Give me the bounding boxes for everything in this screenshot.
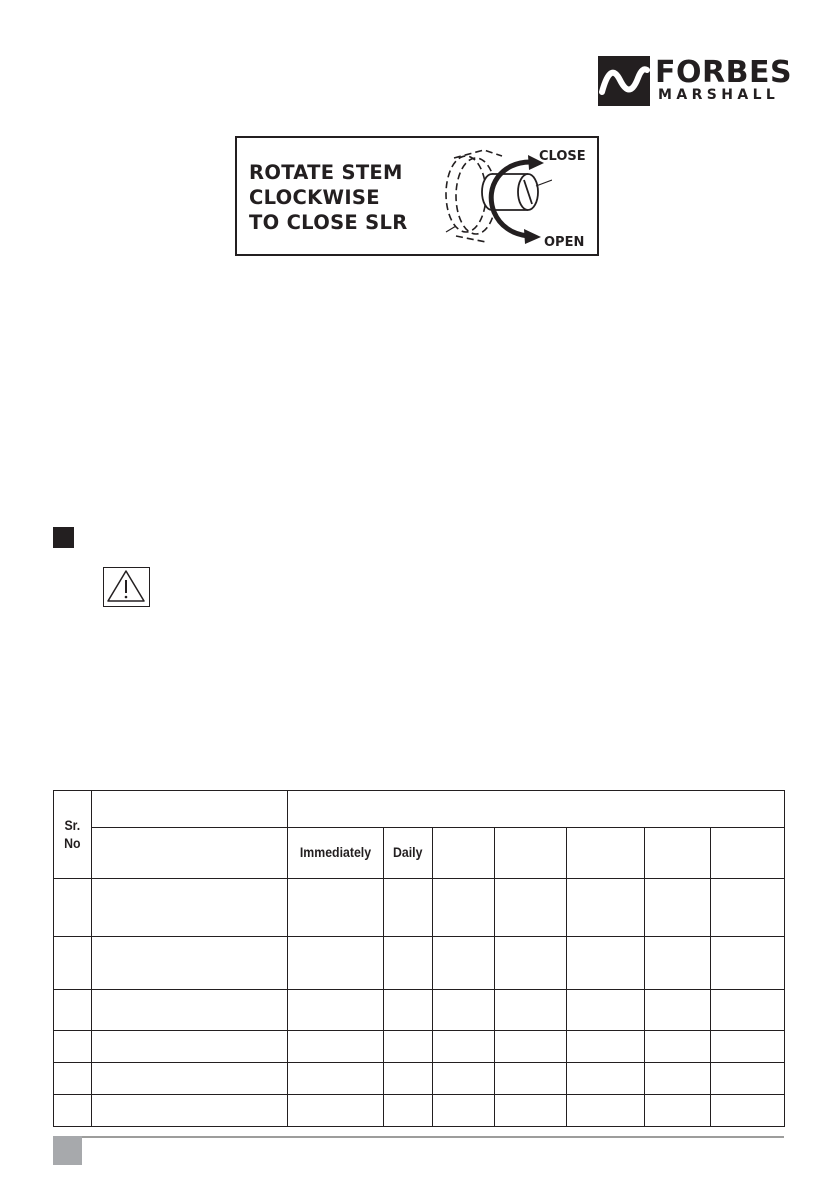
plate-line-2: CLOCKWISE bbox=[249, 186, 380, 209]
table-cell bbox=[54, 1031, 92, 1063]
table-row bbox=[54, 879, 785, 937]
frequency-header-top bbox=[288, 791, 785, 828]
plate-line-1: ROTATE STEM bbox=[249, 161, 403, 184]
table-cell bbox=[92, 990, 288, 1031]
frequency-header-cell bbox=[645, 828, 711, 879]
table-cell bbox=[288, 1095, 384, 1127]
table-cell bbox=[433, 1063, 495, 1095]
table-cell bbox=[384, 990, 433, 1031]
logo-text-marshall: MARSHALL bbox=[658, 87, 780, 103]
table-cell bbox=[384, 1095, 433, 1127]
warning-box bbox=[103, 567, 150, 607]
table-cell bbox=[92, 879, 288, 937]
table-cell bbox=[92, 937, 288, 990]
frequency-header-cell bbox=[567, 828, 645, 879]
table-cell bbox=[288, 1031, 384, 1063]
close-direction-label: CLOSE bbox=[539, 149, 586, 164]
footer-rule bbox=[53, 1136, 784, 1138]
valve-stem-rotation-icon bbox=[432, 146, 552, 246]
table-cell bbox=[495, 937, 567, 990]
table-cell bbox=[645, 990, 711, 1031]
table-cell bbox=[288, 990, 384, 1031]
sr-no-header-line2: No bbox=[64, 835, 81, 851]
table-cell bbox=[288, 937, 384, 990]
table-cell bbox=[645, 1095, 711, 1127]
table-cell bbox=[495, 1095, 567, 1127]
table-cell bbox=[567, 879, 645, 937]
frequency-header-cell bbox=[288, 828, 384, 879]
table-cell bbox=[495, 1031, 567, 1063]
table-cell bbox=[567, 990, 645, 1031]
table-cell bbox=[567, 1095, 645, 1127]
frequency-header-cell bbox=[433, 828, 495, 879]
plate-line-3: TO CLOSE SLR bbox=[249, 211, 408, 234]
table-cell bbox=[54, 1063, 92, 1095]
table-cell bbox=[433, 1031, 495, 1063]
table-row bbox=[54, 1063, 785, 1095]
frequency-header-cell bbox=[711, 828, 785, 879]
frequency-header-immediately: Immediately bbox=[299, 844, 372, 860]
table-cell bbox=[711, 1095, 785, 1127]
table-cell bbox=[384, 879, 433, 937]
frequency-header-cell bbox=[495, 828, 567, 879]
forbes-marshall-logo bbox=[598, 55, 793, 106]
table-cell bbox=[54, 879, 92, 937]
table-cell bbox=[711, 1031, 785, 1063]
table-row bbox=[54, 1095, 785, 1127]
table-cell bbox=[54, 990, 92, 1031]
table-cell bbox=[384, 937, 433, 990]
table-cell bbox=[92, 1063, 288, 1095]
table-cell bbox=[645, 879, 711, 937]
logo-text-forbes: FORBES bbox=[655, 55, 793, 90]
footer-page-tab bbox=[53, 1136, 82, 1165]
rotate-stem-label-plate bbox=[235, 136, 599, 256]
section-marker-icon bbox=[53, 527, 74, 548]
frequency-header-daily: Daily bbox=[393, 844, 423, 860]
maintenance-schedule-table bbox=[53, 790, 785, 1127]
table-cell bbox=[495, 990, 567, 1031]
table-cell bbox=[92, 1095, 288, 1127]
description-header bbox=[92, 828, 288, 879]
sr-no-header bbox=[54, 791, 92, 879]
description-header-top bbox=[92, 791, 288, 828]
table-cell bbox=[711, 879, 785, 937]
table-row bbox=[54, 937, 785, 990]
table-cell bbox=[645, 1063, 711, 1095]
table-cell bbox=[495, 879, 567, 937]
table-cell bbox=[288, 1063, 384, 1095]
sr-no-header-line1: Sr. bbox=[64, 817, 81, 833]
table-cell bbox=[711, 990, 785, 1031]
table-cell bbox=[567, 1031, 645, 1063]
table-cell bbox=[384, 1063, 433, 1095]
table-cell bbox=[711, 1063, 785, 1095]
table-cell bbox=[54, 937, 92, 990]
table-cell bbox=[645, 1031, 711, 1063]
table-cell bbox=[711, 937, 785, 990]
forbes-marshall-logo-mark bbox=[598, 56, 650, 106]
sr-no-header-label bbox=[64, 816, 80, 852]
frequency-header-cell bbox=[384, 828, 433, 879]
table-cell bbox=[288, 879, 384, 937]
table-row bbox=[54, 1031, 785, 1063]
warning-triangle-icon bbox=[104, 568, 148, 605]
table-cell bbox=[92, 1031, 288, 1063]
table-cell bbox=[567, 937, 645, 990]
table-cell bbox=[433, 990, 495, 1031]
table-cell bbox=[433, 1095, 495, 1127]
table-cell bbox=[433, 879, 495, 937]
table-cell bbox=[567, 1063, 645, 1095]
table-row bbox=[54, 990, 785, 1031]
table-cell bbox=[54, 1095, 92, 1127]
open-direction-label: OPEN bbox=[544, 235, 585, 250]
table-cell bbox=[495, 1063, 567, 1095]
table-cell bbox=[384, 1031, 433, 1063]
table-cell bbox=[433, 937, 495, 990]
table-cell bbox=[645, 937, 711, 990]
